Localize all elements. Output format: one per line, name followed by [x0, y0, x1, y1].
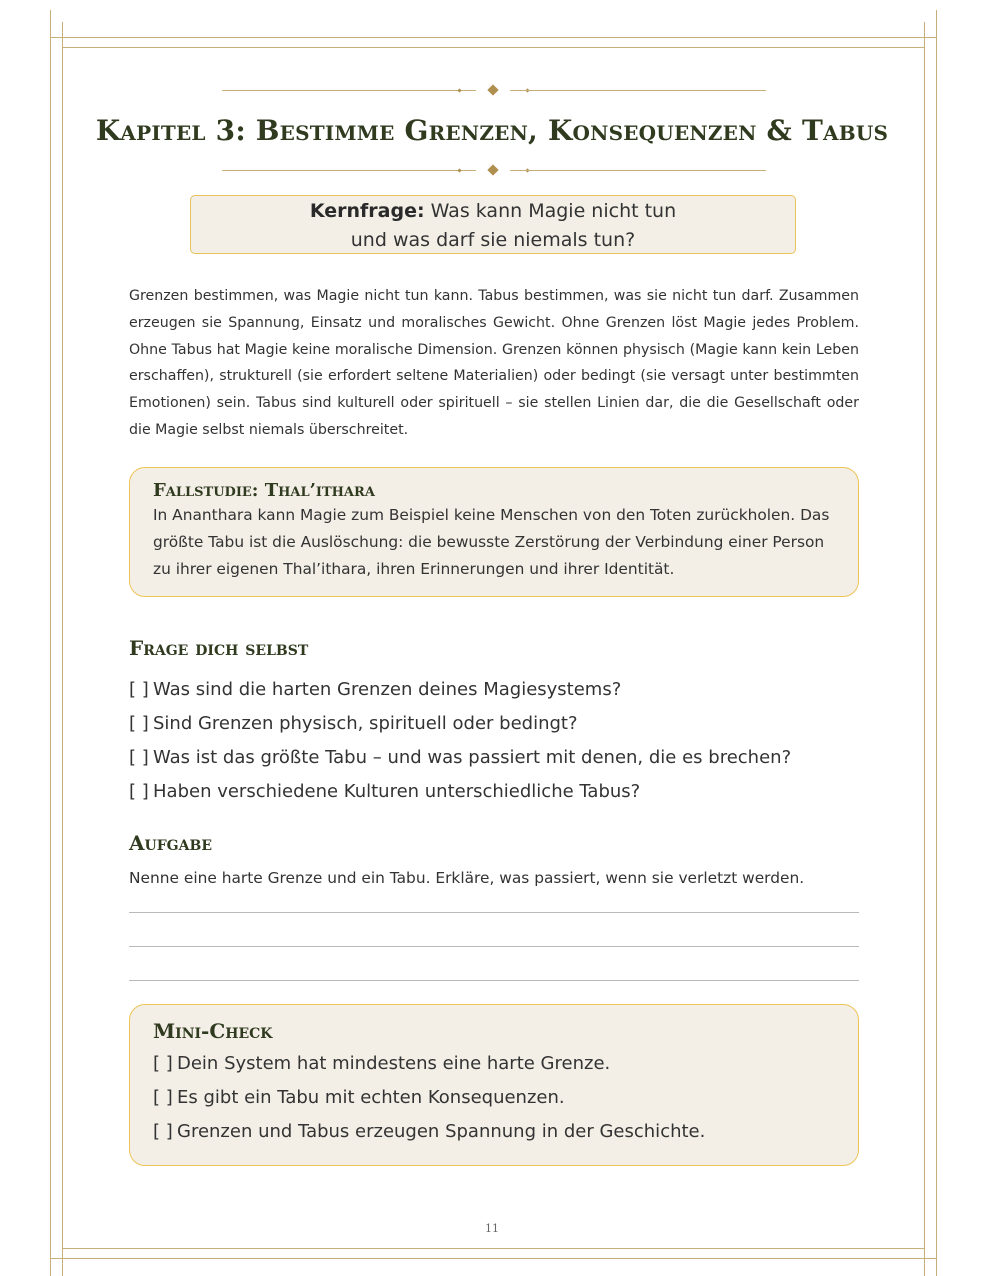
list-item[interactable] — [129, 775, 791, 809]
mini-check-list — [153, 1047, 836, 1149]
core-question-line-1 — [191, 197, 795, 226]
list-item-text: Es gibt ein Tabu mit echten Konsequenzen. — [177, 1087, 565, 1108]
diamond-ornament-icon — [487, 164, 498, 175]
ornament-divider-bottom — [222, 165, 766, 177]
mini-check-heading: Mini-Check — [153, 1019, 273, 1043]
frame-line-bottom-outer — [50, 1258, 937, 1259]
checkbox-icon[interactable]: [ ] — [153, 1087, 173, 1108]
case-study-box — [129, 467, 859, 597]
ask-yourself-list — [129, 673, 791, 809]
page-number: 11 — [485, 1222, 499, 1235]
frame-line-bottom-inner — [62, 1248, 925, 1249]
ornament-divider-top — [222, 85, 766, 97]
ask-yourself-heading: Frage dich selbst — [129, 636, 309, 660]
frame-line-top-outer — [50, 37, 937, 38]
task-heading: Aufgabe — [129, 831, 212, 855]
list-item[interactable] — [129, 741, 791, 775]
frame-line-left-inner — [62, 22, 63, 1276]
checkbox-icon[interactable]: [ ] — [129, 679, 149, 700]
list-item[interactable] — [153, 1047, 836, 1081]
writing-line[interactable] — [129, 946, 859, 947]
frame-line-right-outer — [936, 10, 937, 1276]
list-item[interactable] — [153, 1081, 836, 1115]
diamond-ornament-icon — [487, 84, 498, 95]
list-item-text: Was ist das größte Tabu – und was passiert mit denen, die es brechen? — [153, 747, 792, 768]
checkbox-icon[interactable]: [ ] — [129, 781, 149, 802]
checkbox-icon[interactable]: [ ] — [153, 1053, 173, 1074]
checkbox-icon[interactable]: [ ] — [129, 713, 149, 734]
chapter-title: Kapitel 3: Bestimme Grenzen, Konsequenzen & Tabus — [95, 114, 889, 147]
list-item-text: Sind Grenzen physisch, spirituell oder bedingt? — [153, 713, 578, 734]
checkbox-icon[interactable]: [ ] — [153, 1121, 173, 1142]
mini-check-box — [129, 1004, 859, 1166]
core-question-label: Kernfrage: — [309, 200, 425, 222]
frame-line-left-outer — [50, 10, 51, 1276]
list-item-text: Dein System hat mindestens eine harte Grenze. — [177, 1053, 611, 1074]
list-item[interactable] — [129, 707, 791, 741]
core-question-box — [190, 195, 796, 254]
list-item-text: Haben verschiedene Kulturen unterschiedliche Tabus? — [153, 781, 641, 802]
core-question-text-1: Was kann Magie nicht tun — [430, 200, 677, 222]
frame-line-top-inner — [62, 47, 925, 48]
case-study-title: Fallstudie: Thal’ithara — [153, 480, 375, 501]
intro-paragraph: Grenzen bestimmen, was Magie nicht tun kann. Tabus bestimmen, was sie nicht tun darf. Zusammen erzeugen sie Spannung, Einsatz und moralisches Gewicht. Ohne Grenzen löst Magie jedes Problem. Ohne Tabus hat Magie keine moralische Dimension. Grenzen können physisch (Magie kann kein Leben erschaffen), strukturell (sie erfordert seltene Materialien) oder bedingt (sie versagt unter bestimmten Emotionen) sein. Tabus sind kulturell oder spirituell – sie stellen Linien dar, die die Gesellschaft oder die Magie selbst niemals überschreitet. — [129, 288, 859, 438]
list-item-text: Grenzen und Tabus erzeugen Spannung in der Geschichte. — [177, 1121, 706, 1142]
list-item[interactable] — [129, 673, 791, 707]
core-question-text-2: und was darf sie niemals tun? — [350, 229, 636, 251]
writing-line[interactable] — [129, 980, 859, 981]
frame-line-right-inner — [924, 22, 925, 1276]
checkbox-icon[interactable]: [ ] — [129, 747, 149, 768]
task-text: Nenne eine harte Grenze und ein Tabu. Erkläre, was passiert, wenn sie verletzt werden. — [129, 869, 805, 887]
case-study-text: In Ananthara kann Magie zum Beispiel keine Menschen von den Toten zurückholen. Das größte Tabu ist die Auslöschung: die bewusste Zerstörung der Verbindung einer Person zu ihrer eigenen Thal’ithara, ihren Erinnerungen und ihrer Identität. — [153, 506, 830, 578]
list-item[interactable] — [153, 1115, 836, 1149]
list-item-text: Was sind die harten Grenzen deines Magiesystems? — [153, 679, 622, 700]
writing-line[interactable] — [129, 912, 859, 913]
